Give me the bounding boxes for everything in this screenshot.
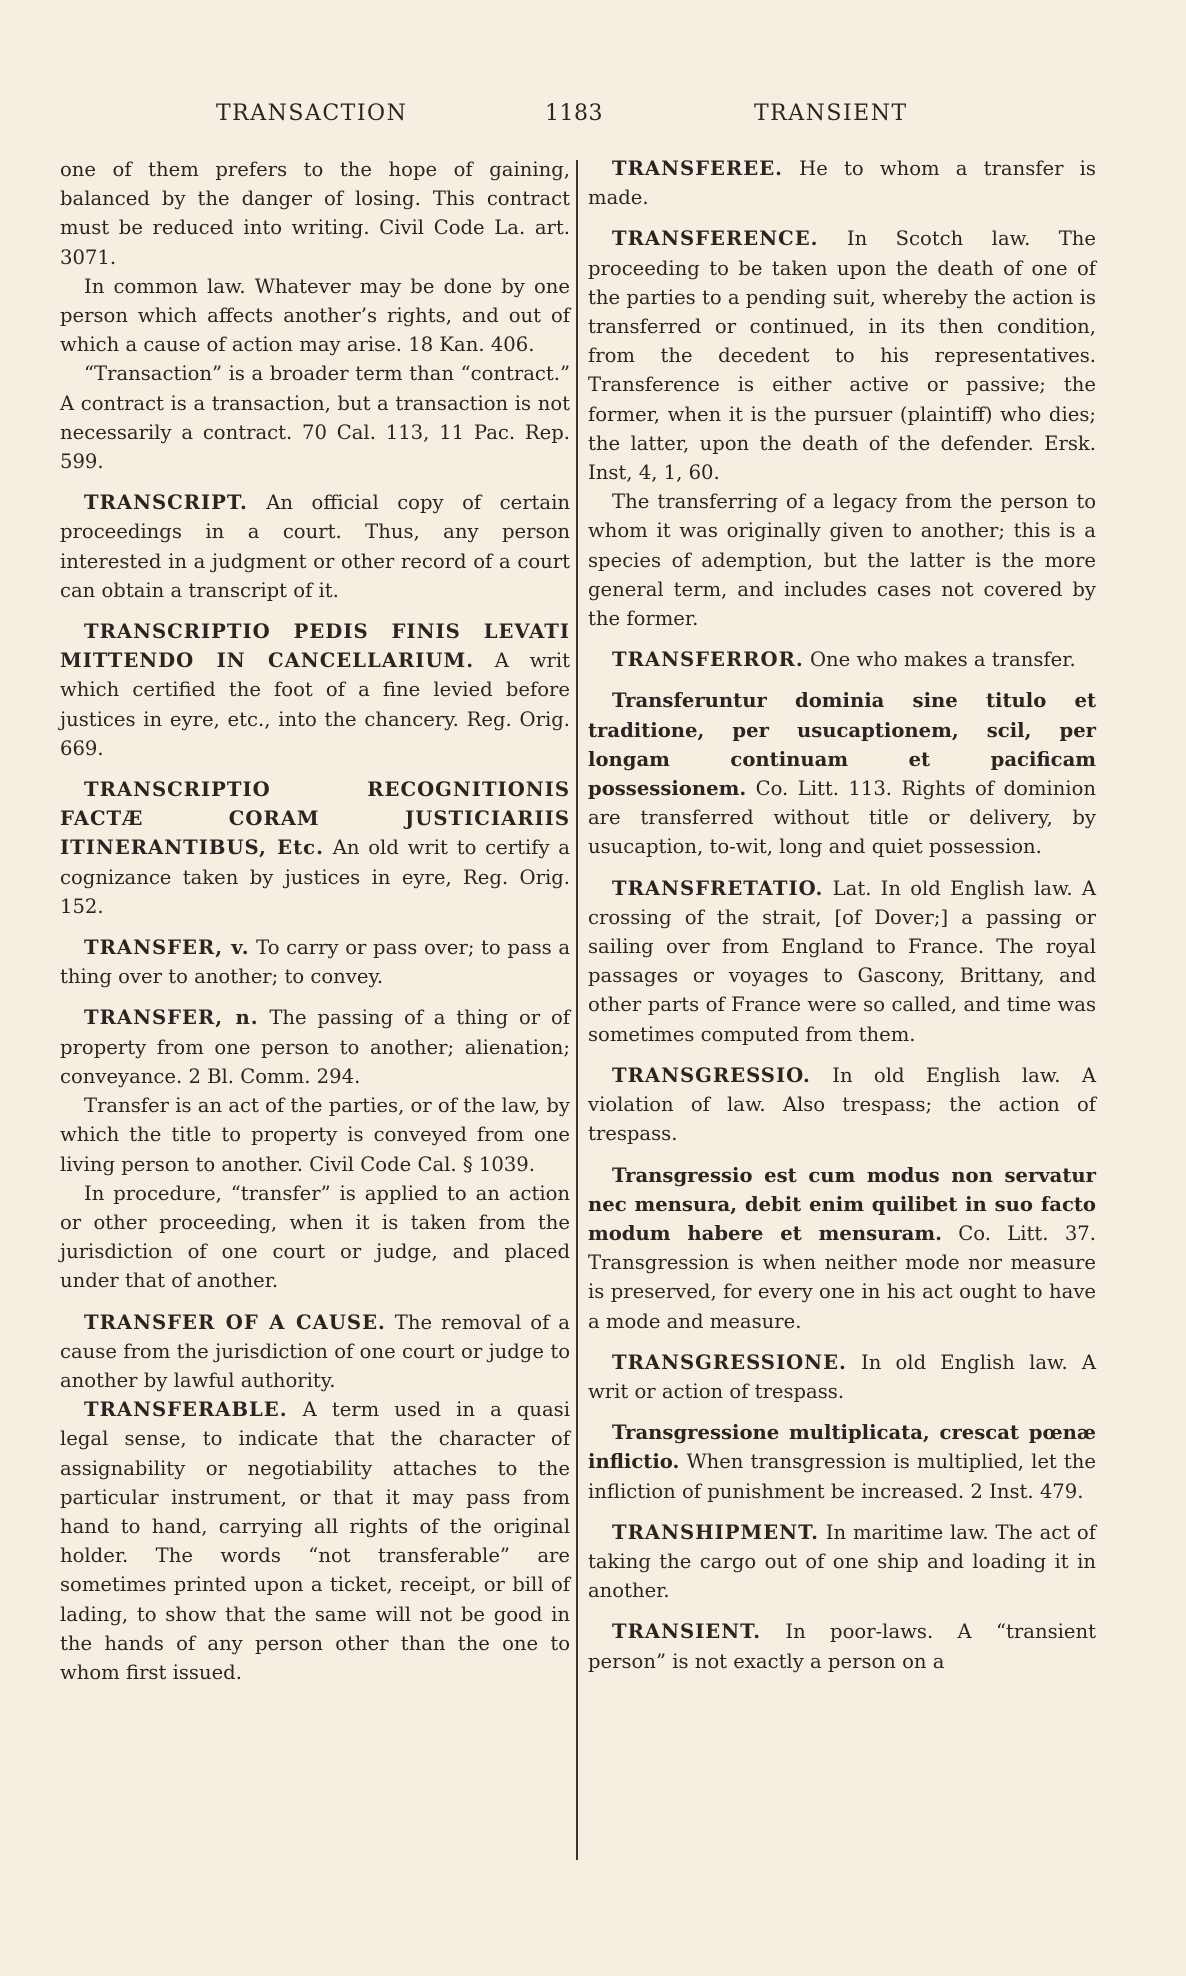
entry-text: The transferring of a legacy from the person to whom it was originally given to another; this is a species of ademption, but the latter is the more general term, and includes cases not covered by the former. (588, 490, 1096, 631)
entry-text: When transgression is multiplied, let the infliction of punishment be increased. 2 Inst. 479. (588, 1450, 1096, 1503)
headword: TRANSFRETATIO. (612, 876, 824, 900)
entry-text: In Scotch law. The proceeding to be taken upon the death of one of the parties to a pending suit, whereby the action is transferred or continued, in its then condition, from the decedent to his representatives. Transference is either active or passive; the former, when it is the pursuer (plaintiff) who dies; the latter, upon the death of the defender. Ersk. Inst, 4, 1, 60. (588, 227, 1096, 485)
dictionary-entry (60, 1395, 570, 1687)
dictionary-entry (60, 617, 570, 763)
dictionary-entry (60, 488, 570, 605)
left-column (60, 155, 570, 1687)
entry-text: A term used in a quasi legal sense, to indicate that the character of assignability or negotiability attaches to the particular instrument, or that it may pass from hand to hand, carrying all rights of the original holder. The words “not transferable” are sometimes printed upon a ticket, receipt, or bill of lading, to show that the same will not be good in the hands of any person other than the one to whom first issued. (60, 1398, 570, 1684)
entry-paragraph (60, 1091, 570, 1179)
entry-text: “Transaction” is a broader term than “contract.” A contract is a transaction, but a transaction is not necessarily a contract. 70 Cal. 113, 11 Pac. Rep. 599. (60, 362, 570, 474)
dictionary-entry (588, 1161, 1096, 1336)
dictionary-entry (588, 1061, 1096, 1149)
headword: TRANSCRIPT. (84, 491, 248, 515)
headword: TRANSFERROR. (612, 648, 804, 672)
legal-maxim: Transgressione multiplicata, crescat pœnæ inflictio. (588, 1421, 1096, 1474)
headword: TRANSIENT. (612, 1620, 762, 1644)
dictionary-entry (588, 1617, 1096, 1675)
entry-paragraph (60, 1179, 570, 1296)
entry-text: A writ which certified the foot of a fine levied before justices in eyre, etc., into the chancery. Reg. Orig. 669. (60, 649, 570, 760)
headword: TRANSFER OF A CAUSE. (84, 1310, 386, 1334)
right-column (588, 154, 1096, 1676)
page-number: 1183 (545, 101, 603, 126)
legal-maxim: Transferuntur dominia sine titulo et traditione, per usucaptionem, scil, per longam continuam et pacificam possessionem. (588, 689, 1096, 801)
headword: TRANSCRIPTIO RECOGNITIONIS FACTÆ CORAM JUSTICIARIIS ITINERANTIBUS, Etc. (60, 778, 570, 860)
entry-text: Transfer is an act of the parties, or of the law, by which the title to property is conveyed from one living person to another. Civil Code Cal. § 1039. (60, 1094, 570, 1176)
entry-text: Co. Litt. 113. Rights of dominion are transferred without title or delivery, by usucaption, to-wit, long and quiet possession. (588, 777, 1096, 859)
entry-text: An official copy of certain proceedings in a court. Thus, any person interested in a judgment or other record of a court can obtain a transcript of it. (60, 491, 570, 602)
headword: TRANSCRIPTIO PEDIS FINIS LEVATI MITTENDO IN CANCELLARIUM. (60, 620, 570, 673)
running-head-right: TRANSIENT (754, 101, 908, 126)
entry-paragraph (60, 155, 570, 272)
entry-text: In procedure, “transfer” is applied to an action or other proceeding, when it is taken from the jurisdiction of one court or judge, and placed under that of another. (60, 1181, 570, 1293)
entry-paragraph (588, 487, 1096, 633)
headword: TRANSGRESSIO. (612, 1063, 811, 1087)
entry-text: In old English law. A writ or action of trespass. (588, 1350, 1096, 1403)
headword: TRANSHIPMENT. (612, 1520, 819, 1544)
entry-paragraph (60, 272, 570, 360)
headword: TRANSFERABLE. (84, 1398, 288, 1422)
headword: TRANSFEREE. (612, 157, 783, 180)
dictionary-entry (588, 224, 1096, 487)
dictionary-entry (60, 1003, 570, 1091)
entry-text: To carry or pass over; to pass a thing over to another; to convey. (60, 936, 570, 989)
entry-text: One who makes a transfer. (803, 648, 1076, 672)
dictionary-entry (588, 1418, 1096, 1506)
entry-text: The passing of a thing or of property from one person to another; alienation; conveyance. 2 Bl. Comm. 294. (60, 1006, 570, 1088)
headword: TRANSFER, v. (84, 936, 250, 960)
entry-text: In common law. Whatever may be done by one person which affects another’s rights, and out of which a cause of action may arise. 18 Kan. 406. (60, 274, 570, 357)
dictionary-entry (588, 1518, 1096, 1606)
entry-text: Co. Litt. 37. Transgression is when neither mode nor measure is preserved, for every one in his act ought to have a mode and measure. (588, 1221, 1096, 1333)
entry-text: An old writ to certify a cognizance taken by justices in eyre, Reg. Orig. 152. (60, 836, 570, 918)
dictionary-entry (588, 686, 1096, 861)
entry-text: Lat. In old English law. A crossing of the strait, [of Dover;] a passing or sailing over from England to France. The royal passages or voyages to Gascony, Brittany, and other parts of France were so called, and time was sometimes computed from them. (588, 876, 1096, 1046)
headword: TRANSFERENCE. (612, 227, 819, 251)
entry-text: He to whom a transfer is made. (588, 157, 1096, 210)
dictionary-entry (588, 645, 1096, 674)
running-head-left: TRANSACTION (216, 101, 408, 126)
entry-text: In old English law. A violation of law. Also trespass; the action of trespass. (588, 1063, 1096, 1146)
entry-text: The removal of a cause from the jurisdiction of one court or judge to another by lawful authority. (60, 1310, 570, 1392)
headword: TRANSFER, n. (84, 1006, 259, 1030)
dictionary-entry (60, 1308, 570, 1396)
legal-maxim: Transgressio est cum modus non servatur nec mensura, debit enim quilibet in suo facto modum habere et mensuram. (588, 1163, 1096, 1245)
dictionary-entry (588, 1348, 1096, 1406)
entry-paragraph (60, 359, 570, 476)
dictionary-entry (588, 874, 1096, 1049)
entry-text: In maritime law. The act of taking the cargo out of one ship and loading it in another. (588, 1520, 1096, 1603)
dictionary-entry (588, 154, 1096, 212)
dictionary-entry (60, 933, 570, 991)
entry-text: In poor-laws. A “transient person” is not exactly a person on a (588, 1620, 1096, 1673)
column-divider (576, 160, 578, 1860)
dictionary-entry (60, 775, 570, 921)
entry-text: one of them prefers to the hope of gaining, balanced by the danger of losing. This contract must be reduced into writing. Civil Code La. art. 3071. (60, 158, 570, 269)
headword: TRANSGRESSIONE. (612, 1350, 847, 1374)
